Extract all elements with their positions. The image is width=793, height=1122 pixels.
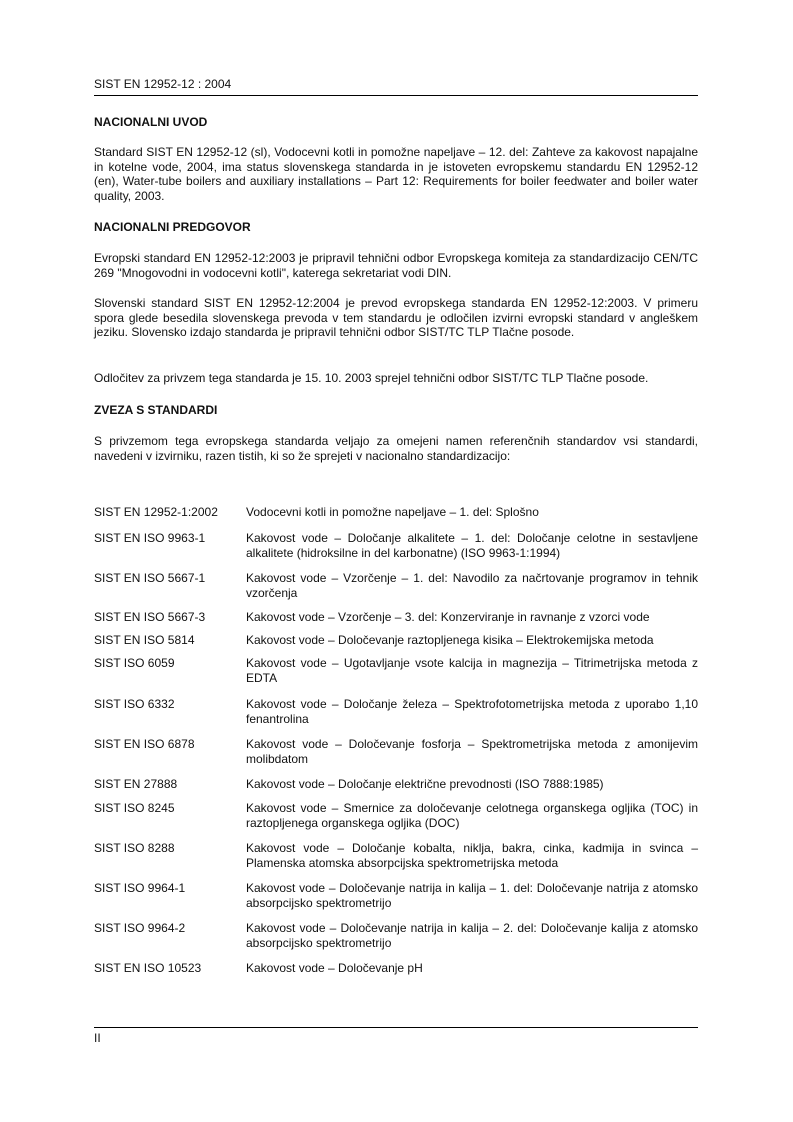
reference-code: SIST EN ISO 5814 [94,633,195,647]
header-rule [94,95,698,96]
reference-row [94,697,698,726]
reference-title: Kakovost vode – Smernice za določevanje celotnega organskega ogljika (TOC) in raztopljenega organskega ogljika (DOC) [246,801,698,830]
reference-title: Kakovost vode – Določanje alkalitete – 1. del: Določanje celotne in sestavljene alkalitete (hidroksilne in del karbonatne) (ISO 9963-1:1994) [246,531,698,560]
reference-row [94,531,698,560]
reference-title: Kakovost vode – Določevanje natrija in kalija – 1. del: Določevanje natrija z atomsko absorpcijsko spektrometrijo [246,881,698,910]
reference-row [94,961,698,976]
reference-code: SIST EN 12952-1:2002 [94,505,218,519]
reference-code: SIST ISO 6332 [94,697,175,711]
paragraph-zveza: S privzemom tega evropskega standarda veljajo za omejeni namen referenčnih standardov vsi standardi, navedeni v izvirniku, razen tistih, ki so že sprejeti v nacionalno standardizacijo: [94,434,698,463]
reference-code: SIST EN ISO 9963-1 [94,531,206,545]
reference-code: SIST EN 27888 [94,777,178,791]
reference-row [94,633,698,648]
section-heading-zveza: ZVEZA S STANDARDI [94,403,218,417]
reference-code: SIST EN ISO 5667-1 [94,571,206,585]
reference-code: SIST ISO 9964-2 [94,921,186,935]
reference-row [94,737,698,766]
reference-code: SIST EN ISO 5667-3 [94,610,206,624]
reference-code: SIST ISO 6059 [94,656,175,670]
page-number: II [94,1031,101,1045]
reference-code: SIST EN ISO 6878 [94,737,195,751]
reference-title: Vodocevni kotli in pomožne napeljave – 1. del: Splošno [246,505,539,519]
section-heading-uvod: NACIONALNI UVOD [94,115,208,129]
reference-row [94,777,698,792]
reference-row [94,921,698,950]
reference-code: SIST ISO 8288 [94,841,175,855]
reference-row [94,610,698,625]
reference-row [94,881,698,910]
reference-title: Kakovost vode – Določevanje natrija in kalija – 2. del: Določevanje kalija z atomsko absorpcijsko spektrometrijo [246,921,698,950]
reference-row [94,656,698,685]
paragraph-predgovor-2: Slovenski standard SIST EN 12952-12:2004 je prevod evropskega standarda EN 12952-12:2003. V primeru spora glede besedila slovenskega prevoda v tem standardu je odločilen izvirni evropski standard v angleškem jeziku. Slovensko izdajo standarda je pripravil tehnični odbor SIST/TC TLP Tlačne posode. [94,296,698,340]
reference-code: SIST EN ISO 10523 [94,961,202,975]
reference-title: Kakovost vode – Vzorčenje – 3. del: Konzerviranje in ravnanje z vzorci vode [246,610,650,624]
reference-code: SIST ISO 9964-1 [94,881,186,895]
paragraph-predgovor-3: Odločitev za privzem tega standarda je 15. 10. 2003 sprejel tehnični odbor SIST/TC TLP Tlačne posode. [94,371,649,385]
reference-title: Kakovost vode – Določanje kobalta, niklja, bakra, cinka, kadmija in svinca – Plamenska atomska absorpcijska spektrometrijska metoda [246,841,698,870]
reference-row [94,571,698,600]
reference-title: Kakovost vode – Ugotavljanje vsote kalcija in magnezija – Titrimetrijska metoda z EDTA [246,656,698,685]
reference-title: Kakovost vode – Določanje železa – Spektrofotometrijska metoda z uporabo 1,10 fenantrolina [246,697,698,726]
reference-title: Kakovost vode – Določevanje fosforja – Spektrometrijska metoda z amonijevim molibdatom [246,737,698,766]
reference-title: Kakovost vode – Določevanje pH [246,961,423,975]
footer-rule [94,1027,698,1028]
reference-title: Kakovost vode – Vzorčenje – 1. del: Navodilo za načrtovanje programov in tehnik vzorčenja [246,571,698,600]
document-header: SIST EN 12952-12 : 2004 [94,77,232,91]
reference-title: Kakovost vode – Določanje električne prevodnosti (ISO 7888:1985) [246,777,604,791]
paragraph-uvod: Standard SIST EN 12952-12 (sl), Vodocevni kotli in pomožne napeljave – 12. del: Zahteve za kakovost napajalne in kotelne vode, 2004, ima status slovenskega standarda in je istoveten evropskemu standardu EN 12952-12 (en), Water-tube boilers and auxiliary installations – Part 12: Requirements for boiler feedwater and boiler water quality, 2003. [94,145,698,203]
reference-code: SIST ISO 8245 [94,801,175,815]
reference-row [94,801,698,830]
reference-row [94,841,698,870]
reference-title: Kakovost vode – Določevanje raztopljenega kisika – Elektrokemijska metoda [246,633,654,647]
reference-row [94,505,698,520]
section-heading-predgovor: NACIONALNI PREDGOVOR [94,220,251,234]
paragraph-predgovor-1: Evropski standard EN 12952-12:2003 je pripravil tehnični odbor Evropskega komiteja za standardizacijo CEN/TC 269 "Mnogovodni in vodocevni kotli", katerega sekretariat vodi DIN. [94,251,698,280]
